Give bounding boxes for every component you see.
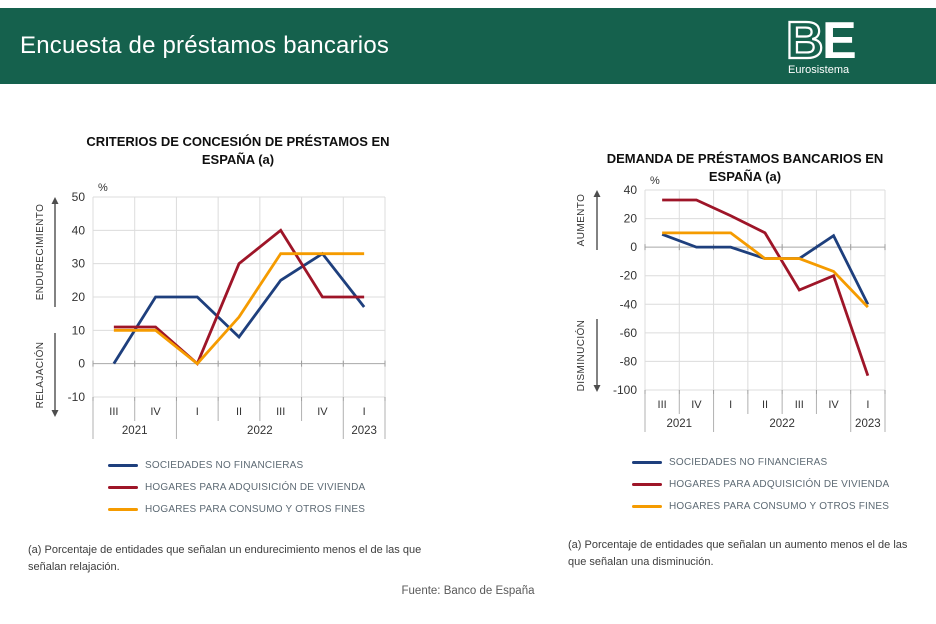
legend-swatch	[632, 461, 662, 465]
legend-item	[108, 460, 365, 471]
svg-text:DISMINUCIÓN: DISMINUCIÓN	[576, 319, 587, 392]
svg-text:2022: 2022	[769, 418, 795, 430]
legend-swatch	[108, 486, 138, 490]
svg-text:III: III	[109, 406, 119, 418]
legend	[632, 457, 889, 523]
be-logo-subtitle: Eurosistema	[788, 64, 850, 76]
legend-item	[632, 479, 889, 490]
chart-title-demanda: DEMANDA DE PRÉSTAMOS BANCARIOS EN ESPAÑA (a)	[606, 151, 884, 184]
source-caption: Fuente: Banco de España	[401, 585, 535, 597]
svg-text:2023: 2023	[351, 425, 377, 437]
series-line	[662, 234, 868, 304]
svg-text:IV: IV	[691, 399, 702, 411]
chart-panel-criterios	[28, 130, 448, 610]
svg-text:2021: 2021	[121, 425, 148, 437]
svg-text:AUMENTO: AUMENTO	[576, 193, 587, 247]
legend-label: HOGARES PARA CONSUMO Y OTROS FINES	[669, 501, 890, 512]
chart-criterios	[28, 178, 448, 449]
legend-label: HOGARES PARA ADQUISICIÓN DE VIVIENDA	[145, 482, 366, 493]
svg-text:I: I	[195, 406, 199, 418]
svg-text:-40: -40	[619, 297, 637, 312]
series-line	[662, 200, 868, 376]
svg-text:-10: -10	[67, 390, 85, 404]
chart-panel-demanda	[565, 148, 925, 608]
chart-footnote-demanda: (a) Porcentaje de entidades que señalan un aumento menos el de las que señalan una disminución.	[568, 539, 908, 569]
legend-swatch	[108, 508, 138, 512]
page-title: Encuesta de préstamos bancarios	[20, 32, 390, 59]
legend-label: HOGARES PARA ADQUISICIÓN DE VIVIENDA	[669, 479, 890, 490]
svg-text:10: 10	[71, 323, 85, 338]
svg-text:IV: IV	[317, 406, 328, 418]
chart-plot	[28, 178, 448, 444]
legend-item	[632, 457, 889, 468]
svg-text:40: 40	[623, 183, 637, 197]
chart-footnote-criterios: (a) Porcentaje de entidades que señalan un endurecimiento menos el de las que señalan relajación.	[28, 544, 422, 574]
series-line	[114, 254, 364, 364]
svg-text:-60: -60	[619, 325, 637, 340]
svg-text:%: %	[98, 182, 108, 194]
legend-item	[632, 501, 889, 512]
svg-text:%: %	[650, 175, 660, 187]
legend-label: HOGARES PARA CONSUMO Y OTROS FINES	[145, 504, 366, 515]
svg-text:2022: 2022	[247, 425, 273, 437]
svg-text:III: III	[657, 399, 667, 411]
svg-text:20: 20	[623, 211, 637, 226]
legend-item	[108, 504, 365, 515]
svg-text:I: I	[362, 406, 366, 418]
legend	[108, 460, 365, 526]
legend-label: SOCIEDADES NO FINANCIERAS	[669, 457, 828, 468]
svg-text:-20: -20	[619, 268, 637, 283]
chart-plot	[565, 175, 925, 438]
svg-text:I: I	[866, 399, 870, 411]
svg-text:ENDURECIMIENTO: ENDURECIMIENTO	[35, 203, 46, 301]
svg-text:-80: -80	[619, 354, 637, 369]
svg-text:2021: 2021	[666, 418, 693, 430]
svg-text:20: 20	[71, 290, 85, 304]
header	[0, 8, 936, 84]
series-line	[114, 254, 364, 364]
banco-de-espana-logo	[786, 14, 876, 80]
svg-text:30: 30	[71, 256, 85, 271]
svg-text:IV: IV	[828, 399, 839, 411]
svg-text:II: II	[761, 399, 769, 411]
svg-text:III: III	[794, 399, 804, 411]
svg-text:I: I	[729, 399, 733, 411]
svg-text:0: 0	[630, 240, 637, 255]
svg-text:IV: IV	[150, 406, 161, 418]
svg-text:E: E	[822, 12, 857, 70]
svg-text:II: II	[235, 406, 243, 418]
svg-text:0: 0	[78, 356, 85, 371]
legend-swatch	[632, 483, 662, 487]
svg-text:III: III	[276, 406, 286, 418]
chart-title-criterios: CRITERIOS DE CONCESIÓN DE PRÉSTAMOS EN ESPAÑA (a)	[86, 134, 390, 167]
legend-swatch	[108, 464, 138, 468]
svg-text:50: 50	[71, 190, 85, 204]
svg-text:B: B	[786, 12, 824, 70]
svg-text:2023: 2023	[855, 418, 881, 430]
legend-label: SOCIEDADES NO FINANCIERAS	[145, 460, 304, 471]
svg-text:-100: -100	[612, 383, 637, 397]
svg-text:RELAJACIÓN: RELAJACIÓN	[35, 341, 46, 409]
svg-text:40: 40	[71, 223, 85, 238]
legend-swatch	[632, 505, 662, 509]
legend-item	[108, 482, 365, 493]
chart-demanda	[565, 175, 925, 443]
